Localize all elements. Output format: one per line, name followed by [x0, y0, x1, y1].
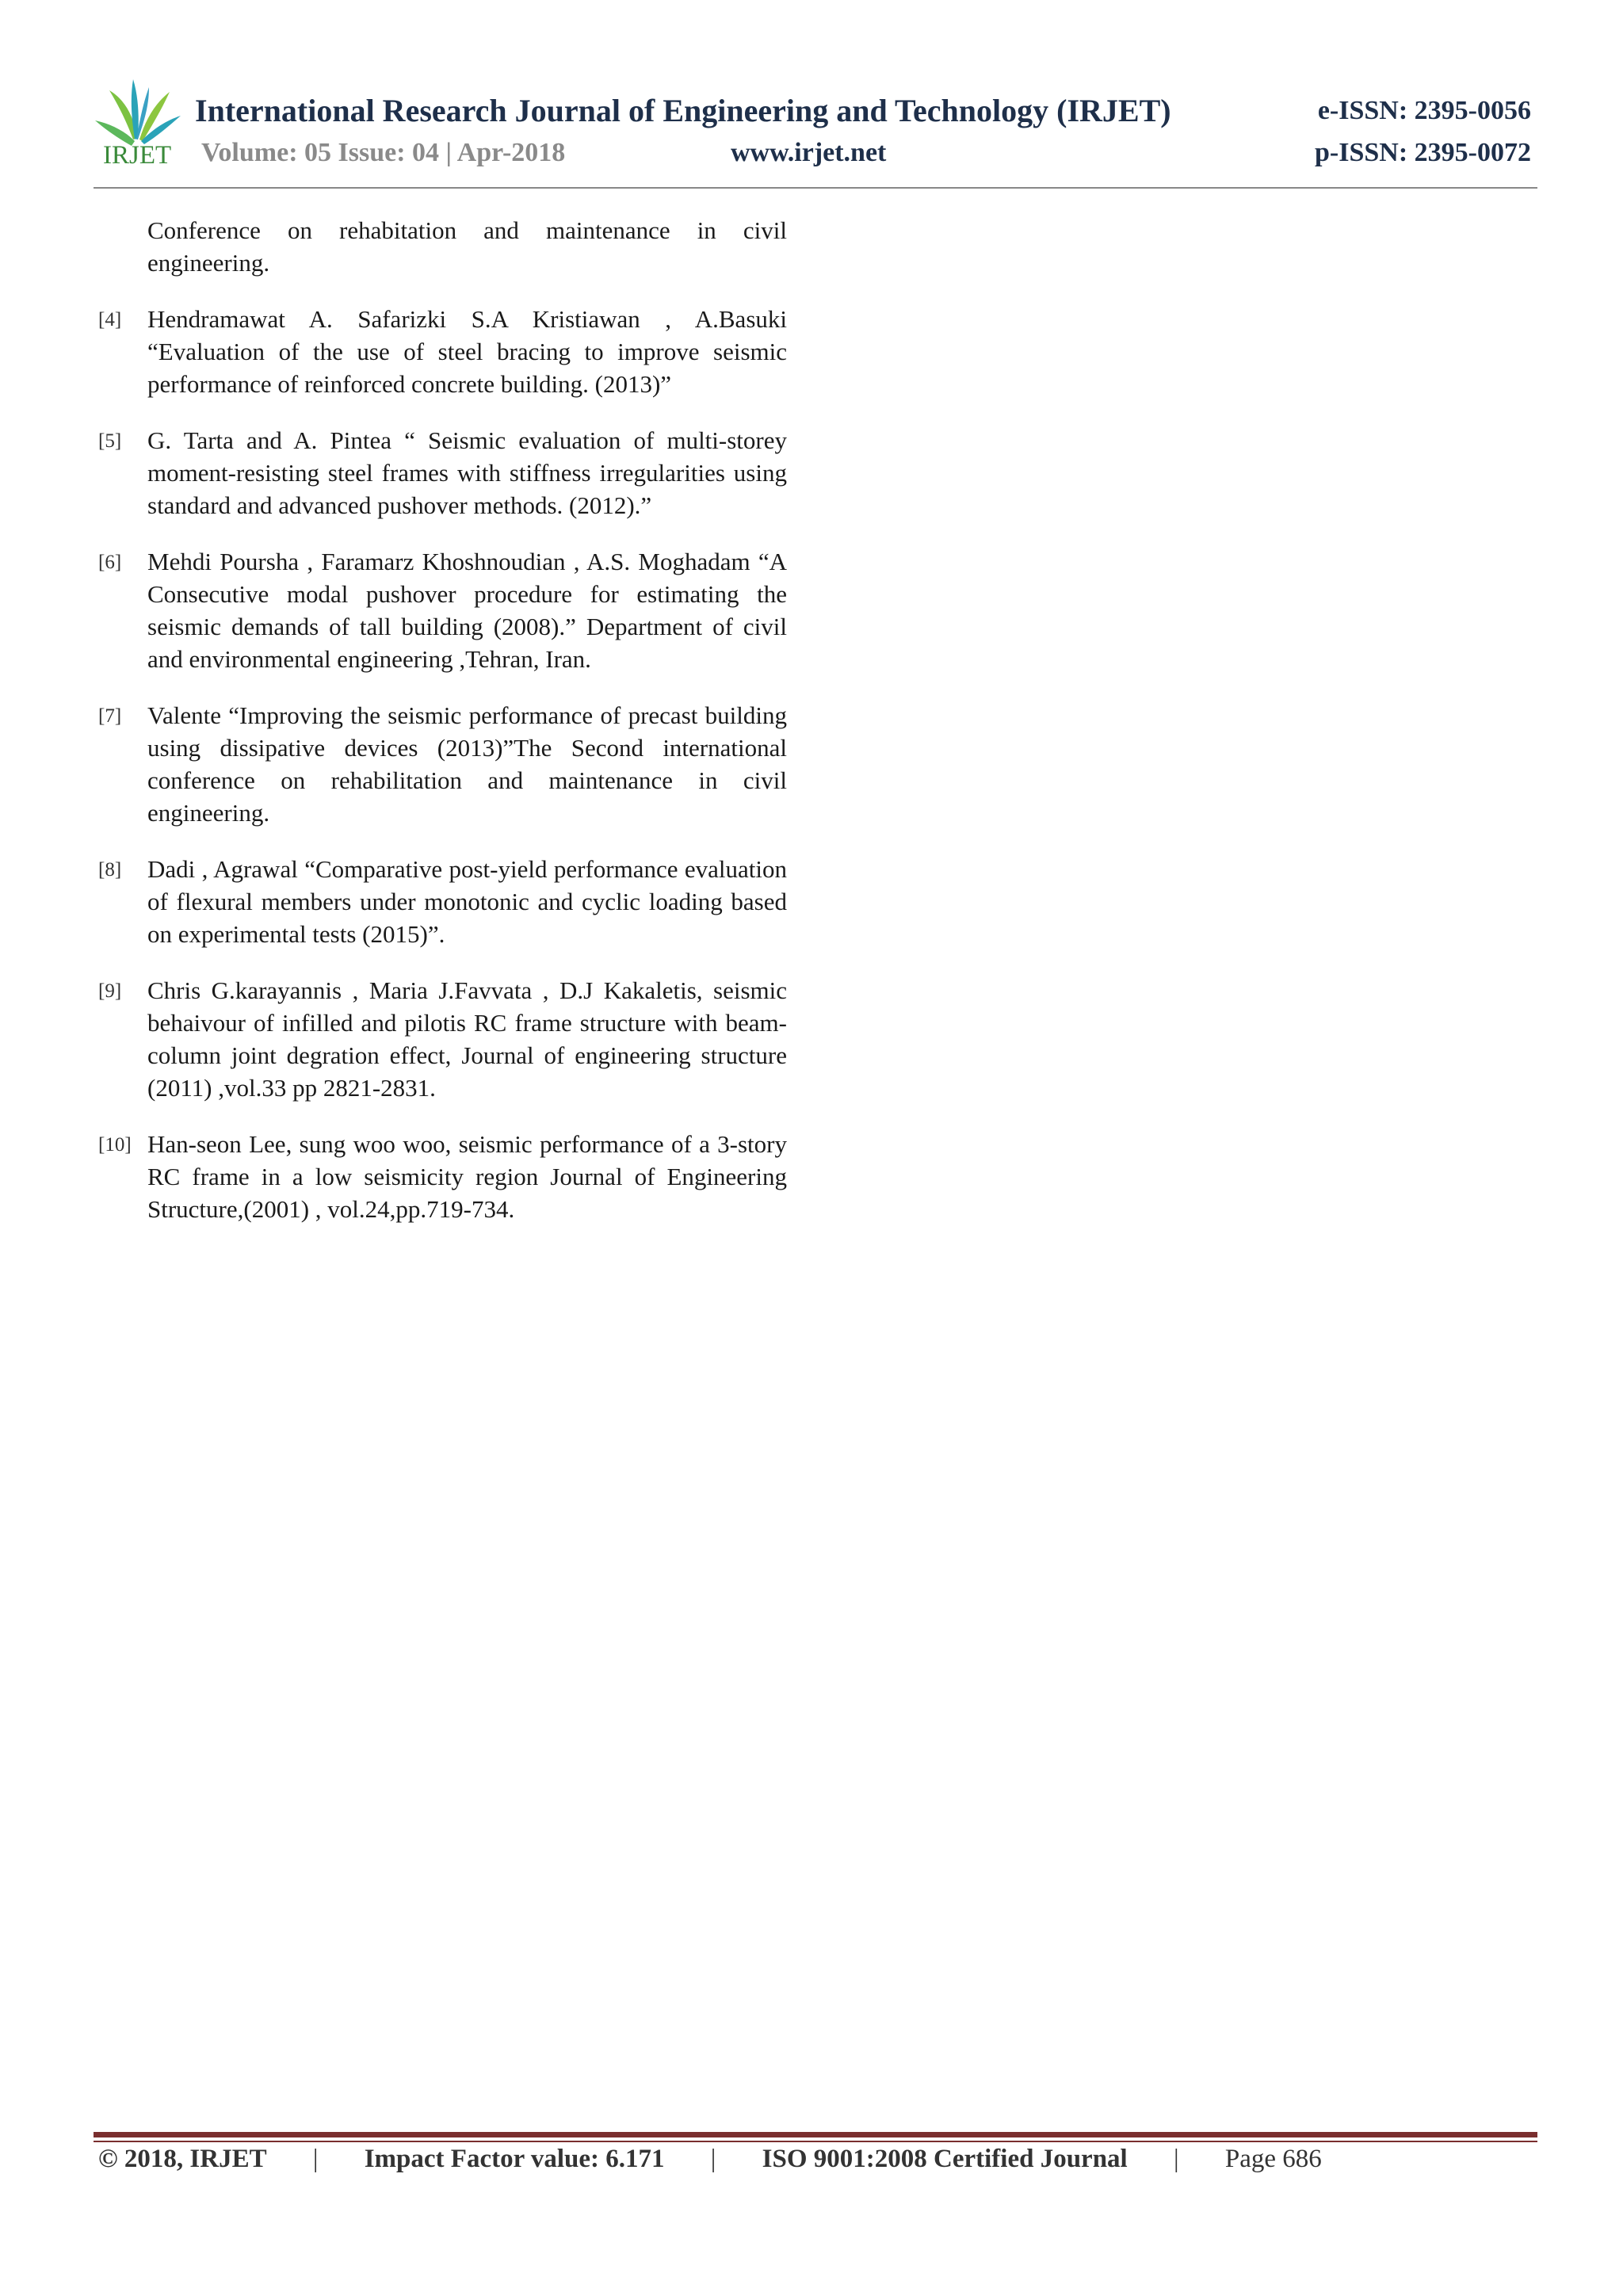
footer-iso: ISO 9001:2008 Certified Journal [762, 2145, 1128, 2173]
logo-text: IRJET [103, 141, 172, 170]
footer-copyright: © 2018, IRJET [98, 2145, 267, 2173]
footer-page-number: Page 686 [1224, 2145, 1322, 2173]
footer-divider-thin [94, 2141, 1537, 2142]
reference-item [94, 853, 787, 950]
page-footer [98, 2145, 1322, 2174]
reference-number: [8] [98, 859, 122, 881]
reference-continuation: Conference on rehabitation and maintenance in civil engineering. [147, 216, 787, 277]
page-header [0, 0, 1623, 190]
p-issn: p-ISSN: 2395-0072 [1315, 138, 1531, 167]
reference-item [94, 974, 787, 1104]
reference-number: [9] [98, 980, 122, 1002]
website-link[interactable]: www.irjet.net [731, 138, 887, 167]
volume-issue: Volume: 05 Issue: 04 | Apr-2018 [201, 138, 566, 167]
footer-impact-factor: Impact Factor value: 6.171 [364, 2145, 665, 2173]
reference-text: Valente “Improving the seismic performance of precast building using dissipative devices (2013)”The Second international conference on rehabilitation and maintenance in civil engineering. [147, 701, 787, 827]
reference-list [94, 214, 787, 1249]
reference-text: Mehdi Poursha , Faramarz Khoshnoudian , A.S. Moghadam “A Consecutive modal pushover procedure for estimating the seismic demands of tall building (2008).” Department of civil and environmental engineering ,Tehran, Iran. [147, 548, 787, 673]
reference-number: [10] [98, 1134, 132, 1156]
reference-item [94, 699, 787, 829]
reference-text: Hendramawat A. Safarizki S.A Kristiawan , A.Basuki “Evaluation of the use of steel bracing to improve seismic performance of reinforced concrete building. (2013)” [147, 305, 787, 398]
reference-item [94, 303, 787, 400]
reference-number: [4] [98, 309, 122, 330]
reference-item [94, 545, 787, 675]
e-issn: e-ISSN: 2395-0056 [1317, 96, 1531, 125]
reference-number: [5] [98, 430, 122, 452]
reference-item [94, 424, 787, 521]
reference-text: Dadi , Agrawal “Comparative post-yield performance evaluation of flexural members under monotonic and cyclic loading based on experimental tests (2015)”. [147, 855, 787, 948]
footer-separator: | [1173, 2145, 1179, 2173]
header-divider [94, 187, 1537, 189]
reference-text: Chris G.karayannis , Maria J.Favvata , D.J Kakaletis, seismic behaivour of infilled and pilotis RC frame structure with beam-column joint degration effect, Journal of engineering structure (2011) ,vol.33 pp 2821-2831. [147, 976, 787, 1102]
reference-number: [6] [98, 552, 122, 573]
journal-title: International Research Journal of Engineering and Technology (IRJET) [195, 93, 1171, 128]
reference-item [94, 1128, 787, 1225]
reference-text: Han-seon Lee, sung woo woo, seismic performance of a 3-story RC frame in a low seismicity region Journal of Engineering Structure,(2001) , vol.24,pp.719-734. [147, 1130, 787, 1223]
footer-separator: | [312, 2145, 319, 2173]
reference-text: G. Tarta and A. Pintea “ Seismic evaluation of multi-storey moment-resisting steel frames with stiffness irregularities using standard and advanced pushover methods. (2012).” [147, 426, 787, 519]
footer-divider-thick [94, 2132, 1537, 2137]
reference-number: [7] [98, 705, 122, 727]
footer-separator: | [710, 2145, 716, 2173]
